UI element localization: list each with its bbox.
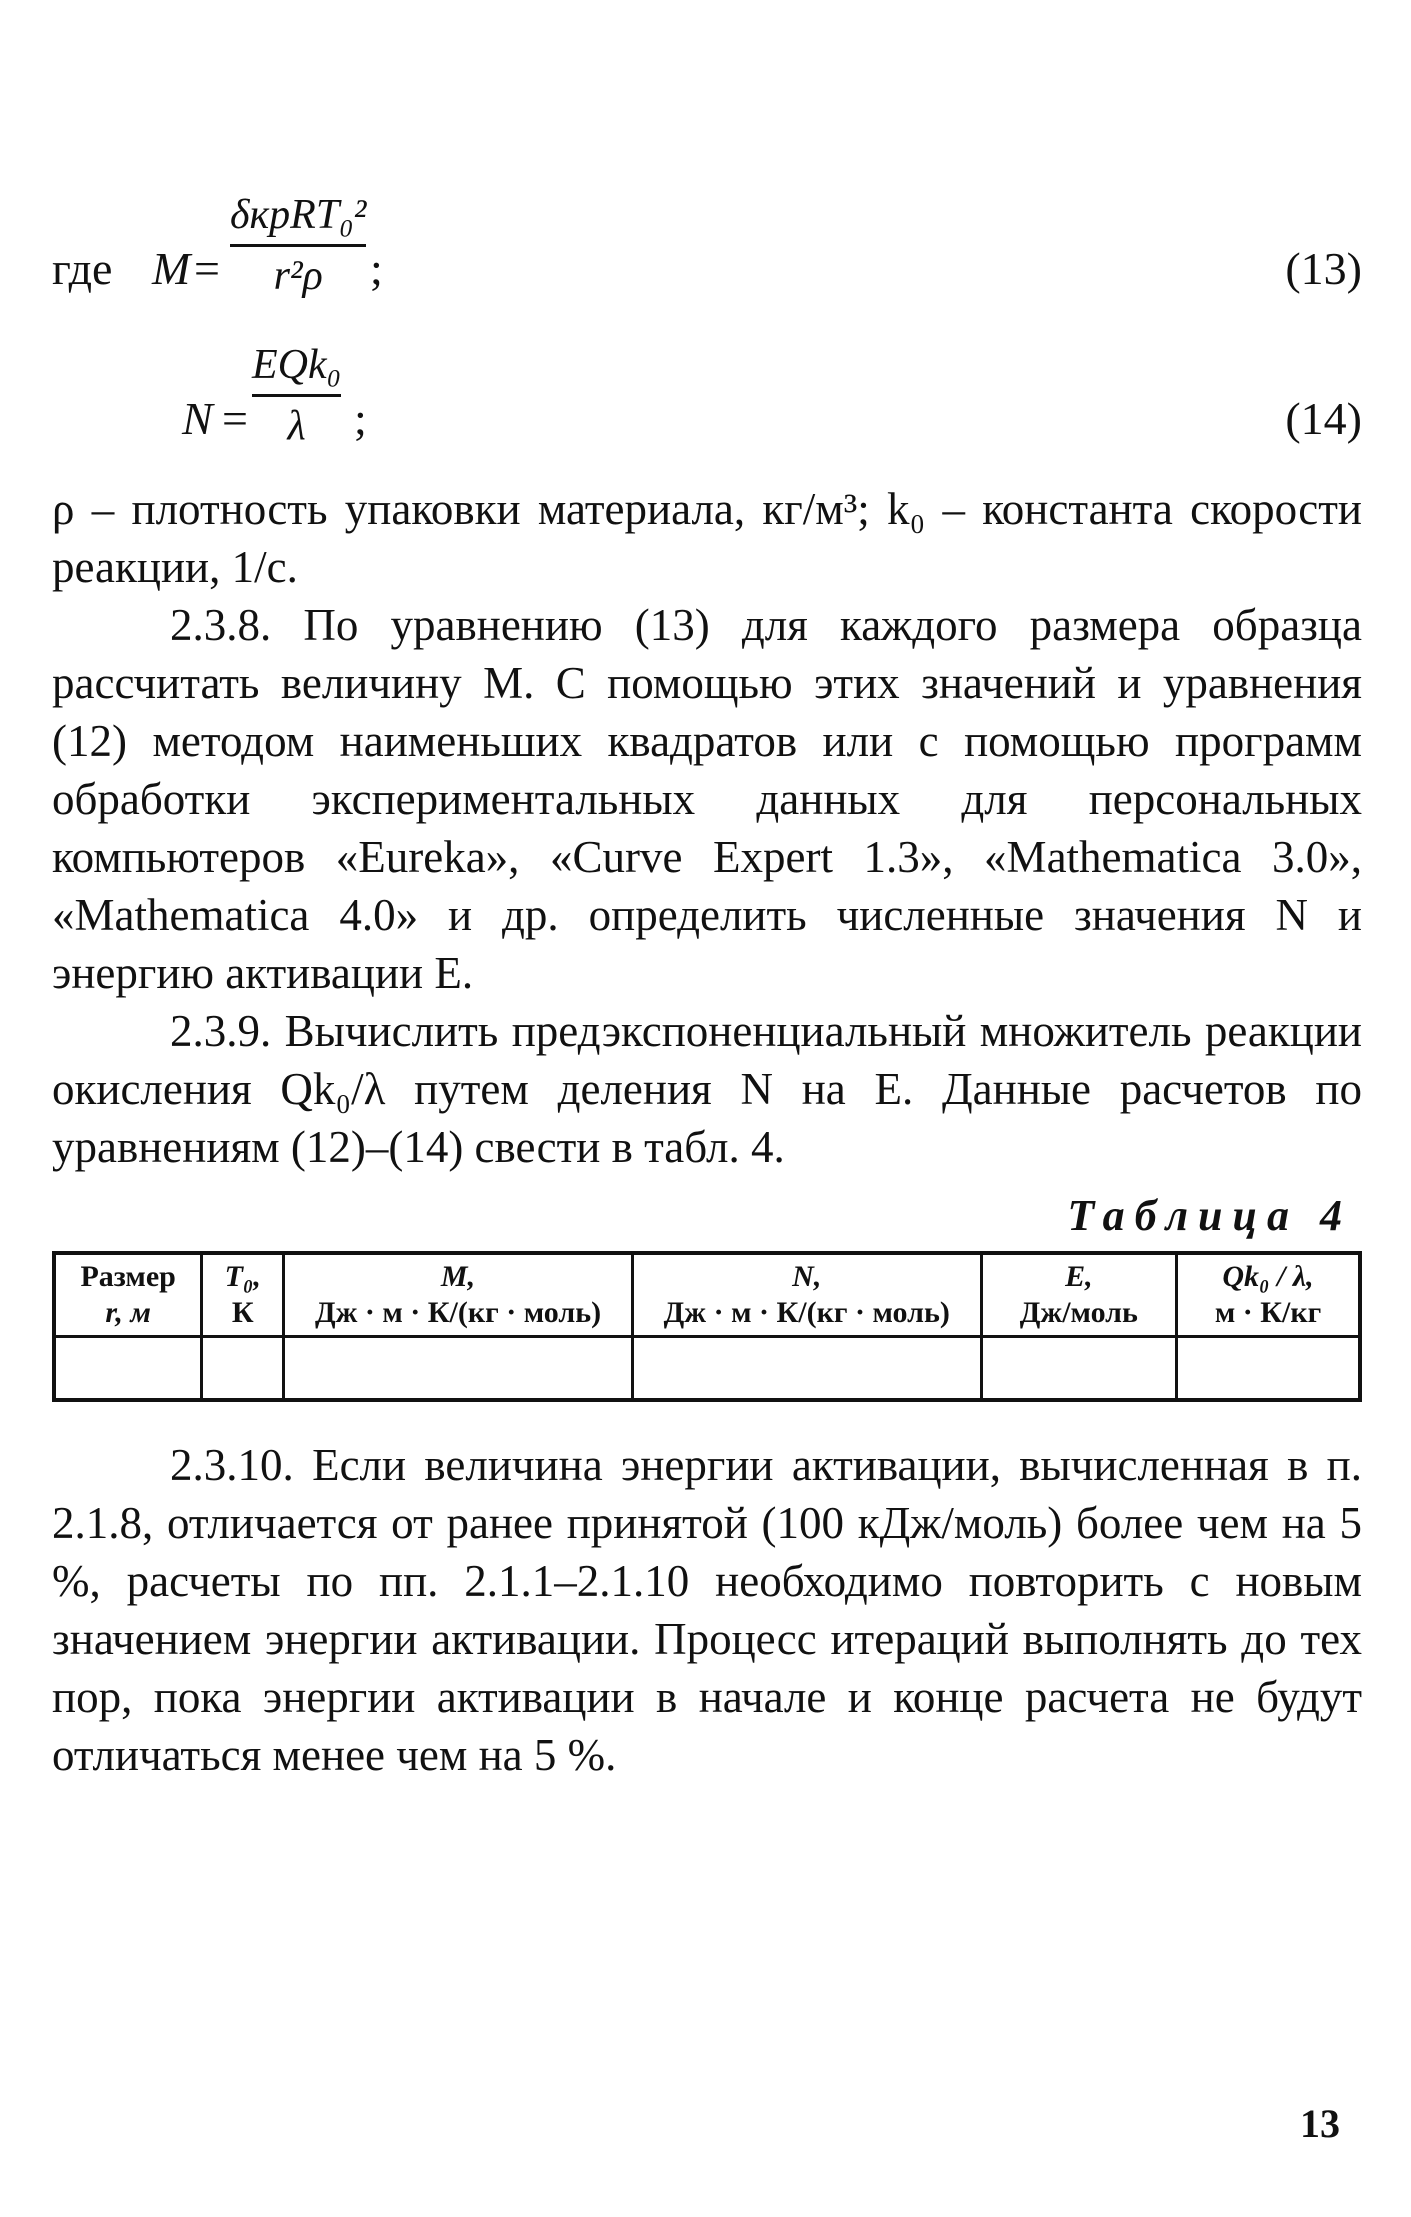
- header-label: Qk₀ / λ,: [1222, 1260, 1314, 1293]
- header-m: [284, 1253, 633, 1337]
- header-label: T₀,: [224, 1260, 261, 1293]
- header-unit: r, м: [105, 1296, 151, 1329]
- header-label: N,: [792, 1260, 822, 1293]
- header-unit: м · К/кг: [1214, 1296, 1322, 1329]
- table-header-row: [54, 1253, 1360, 1337]
- equation-suffix: ;: [354, 393, 367, 444]
- equation-14: [52, 340, 1362, 480]
- fraction-numerator: δкрRT₀²: [230, 192, 367, 238]
- header-e: [981, 1253, 1176, 1337]
- table-cell: [284, 1337, 633, 1401]
- equation-13: [52, 190, 1362, 340]
- equation-lhs: N: [182, 393, 213, 444]
- header-temperature: [202, 1253, 284, 1337]
- equals-sign: =: [222, 393, 248, 444]
- fraction-numerator: EQk₀: [252, 342, 342, 388]
- table-cell: [981, 1337, 1176, 1401]
- header-unit: Дж/моль: [1019, 1296, 1138, 1329]
- header-label: M,: [440, 1260, 476, 1293]
- header-unit: К: [231, 1296, 254, 1329]
- header-label: Размер: [80, 1260, 176, 1293]
- table-cell: [202, 1337, 284, 1401]
- fraction: [252, 340, 341, 451]
- fraction-bar: [252, 394, 341, 397]
- equation-number: (14): [1285, 393, 1362, 444]
- equals-sign: =: [194, 243, 220, 294]
- equation-suffix: ;: [370, 243, 383, 294]
- table-cell: [632, 1337, 981, 1401]
- paragraph-2-3-9: 2.3.9. Вычислить предэкспоненциальный множитель реакции окисления Qk₀/λ путем деления N на E. Данные расчетов по уравнениям (12)–(14) свести в табл. 4.: [52, 1006, 1362, 1172]
- header-n: [632, 1253, 981, 1337]
- equation-number: (13): [1285, 243, 1362, 294]
- page-body: [52, 190, 1362, 1784]
- header-size: [54, 1253, 202, 1337]
- page-number: 13: [1300, 2101, 1340, 2146]
- fraction: [230, 190, 366, 301]
- fraction-denominator: r²ρ: [273, 253, 323, 299]
- table-cell: [54, 1337, 202, 1401]
- header-qk0: [1177, 1253, 1360, 1337]
- paragraph-2-3-8: 2.3.8. По уравнению (13) для каждого размера образца рассчитать величину M. С помощью этих значений и уравнения (12) методом наименьших квадратов или с помощью программ обработки экспериментальных данных для персональных компьютеров «Eureka», «Curve Expert 1.3», «Mathematica 3.0», «Mathematica 4.0» и др. определить численные значения N и энергию активации E.: [52, 600, 1362, 998]
- header-unit: Дж · м · К/(кг · моль): [314, 1296, 602, 1329]
- results-table: [52, 1251, 1362, 1402]
- table-cell: [1177, 1337, 1360, 1401]
- header-label: E,: [1065, 1260, 1093, 1293]
- fraction-bar: [230, 244, 366, 247]
- table-caption: Таблица 4: [1067, 1191, 1352, 1240]
- table-row: [54, 1337, 1360, 1401]
- definition-paragraph: ρ – плотность упаковки материала, кг/м³; k₀ – константа скорости реакции, 1/с.: [52, 484, 1362, 592]
- fraction-denominator: λ: [287, 403, 306, 449]
- header-unit: Дж · м · К/(кг · моль): [663, 1296, 950, 1329]
- equation-lhs: M: [152, 243, 191, 294]
- paragraph-2-3-10: 2.3.10. Если величина энергии активации, вычисленная в п. 2.1.8, отличается от ранее принятой (100 кДж/моль) более чем на 5 %, расчеты по пп. 2.1.1–2.1.10 необходимо повторить с новым значением энергии активации. Процесс итераций выполнять до тех пор, пока энергии активации в начале и конце расчета не будут отличаться менее чем на 5 %.: [52, 1440, 1362, 1780]
- equation-prefix: где: [52, 243, 113, 294]
